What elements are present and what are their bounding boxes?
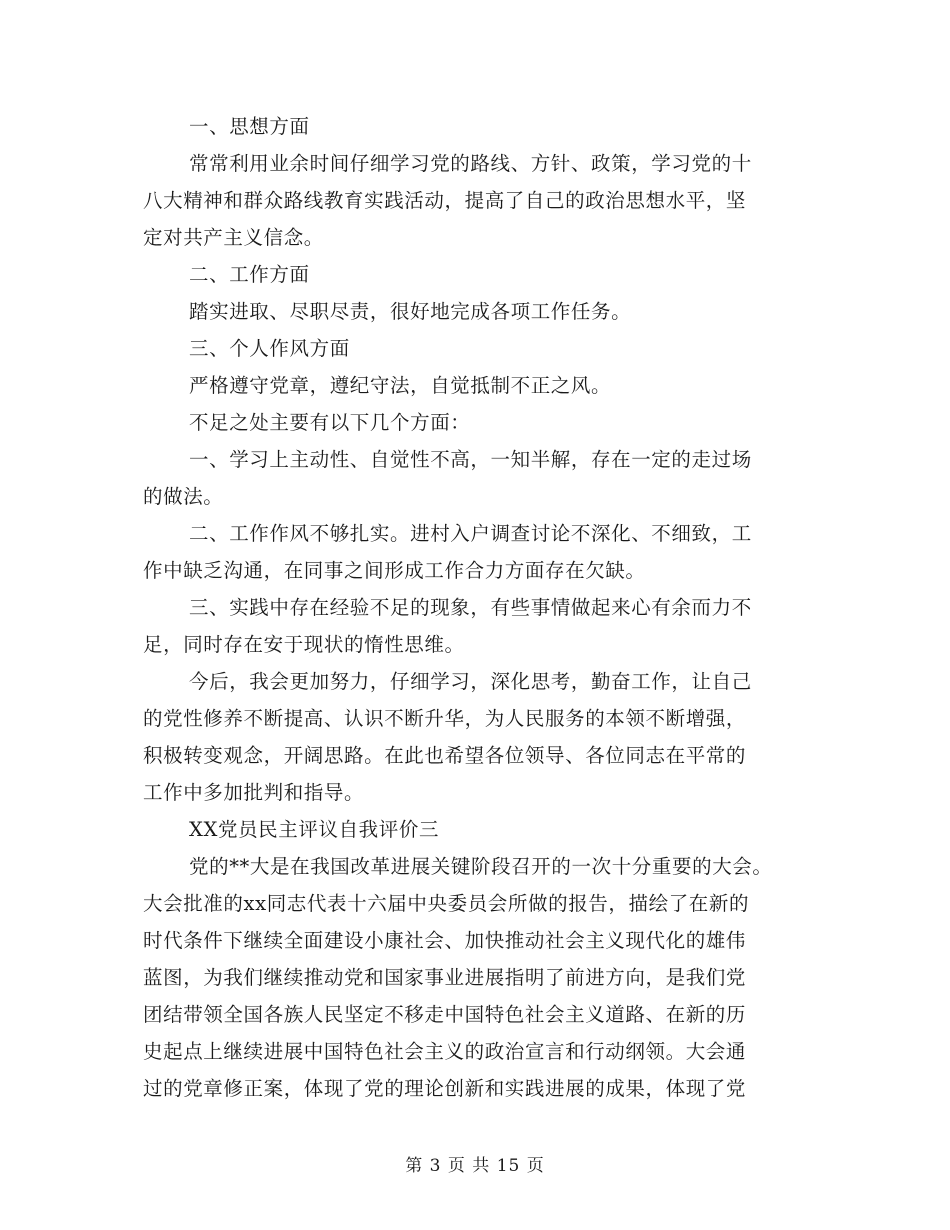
paragraph-line: 党的**大是在我国改革进展关键阶段召开的一次十分重要的大会。	[189, 855, 773, 878]
paragraph-line: 常常利用业余时间仔细学习党的路线、方针、政策，学习党的十	[189, 152, 752, 175]
paragraph-line: 时代条件下继续全面建设小康社会、加快推动社会主义现代化的雄伟	[143, 929, 747, 952]
paragraph-line: 一、学习上主动性、自觉性不高，一知半解，存在一定的走过场	[189, 448, 752, 471]
section-heading-thought: 一、思想方面	[189, 115, 310, 138]
paragraph-line: 史起点上继续进展中国特色社会主义的政治宣言和行动纲领。大会通	[143, 1040, 747, 1063]
paragraph-line: 的党性修养不断提高、认识不断升华，为人民服务的本领不断增强，	[143, 707, 747, 730]
paragraph-line: 团结带领全国各族人民坚定不移走中国特色社会主义道路、在新的历	[143, 1003, 747, 1026]
paragraph-line: 蓝图，为我们继续推动党和国家事业进展指明了前进方向，是我们党	[143, 966, 747, 989]
paragraph-line: 严格遵守党章，遵纪守法，自觉抵制不正之风。	[189, 374, 612, 397]
paragraph-line: 二、工作作风不够扎实。进村入户调查讨论不深化、不细致，工	[189, 522, 752, 545]
page-number-footer: 第 3 页 共 15 页	[405, 1156, 545, 1176]
section-heading-work: 二、工作方面	[189, 263, 310, 286]
paragraph-line: 工作中多加批判和指导。	[143, 781, 365, 804]
paragraph-line: 八大精神和群众路线教育实践活动，提高了自己的政治思想水平，坚	[143, 189, 747, 212]
paragraph-line: 踏实进取、尽职尽责，很好地完成各项工作任务。	[189, 300, 632, 323]
paragraph-line: 足，同时存在安于现状的惰性思维。	[143, 633, 465, 656]
paragraph-line: 定对共产主义信念。	[143, 226, 324, 249]
paragraph-line: 不足之处主要有以下几个方面：	[189, 411, 471, 434]
section-heading-style: 三、个人作风方面	[189, 337, 350, 360]
paragraph-line: 今后，我会更加努力，仔细学习，深化思考，勤奋工作，让自己	[189, 670, 752, 693]
paragraph-line: 积极转变观念，开阔思路。在此也希望各位领导、各位同志在平常的	[143, 744, 747, 767]
paragraph-line: 的做法。	[143, 485, 224, 508]
paragraph-line: 过的党章修正案，体现了党的理论创新和实践进展的成果，体现了党	[143, 1077, 747, 1100]
section-title: XX党员民主评议自我评价三	[189, 818, 440, 841]
paragraph-line: 作中缺乏沟通，在同事之间形成工作合力方面存在欠缺。	[143, 559, 646, 582]
paragraph-line: 三、实践中存在经验不足的现象，有些事情做起来心有余而力不	[189, 596, 752, 619]
paragraph-line: 大会批准的xx同志代表十六届中央委员会所做的报告，描绘了在新的	[143, 892, 750, 915]
